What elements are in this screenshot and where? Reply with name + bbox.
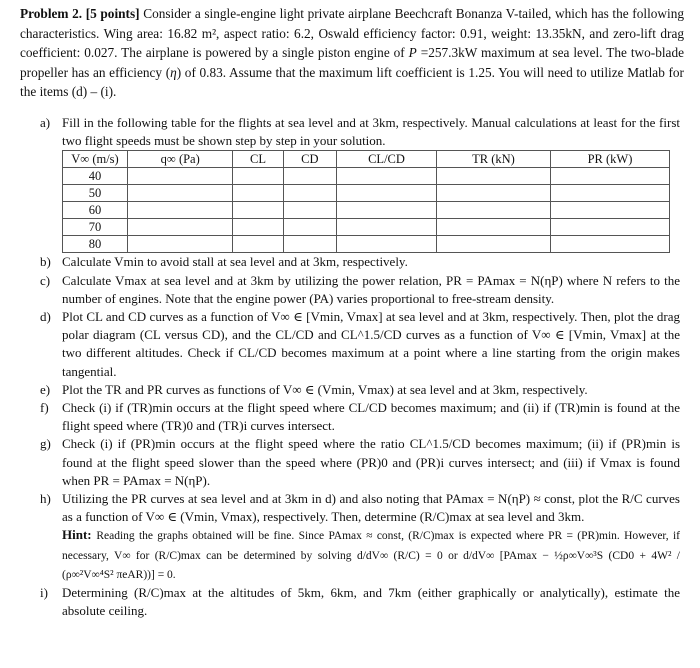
blank-cell[interactable] xyxy=(128,185,233,202)
blank-cell[interactable] xyxy=(128,219,233,236)
part-b xyxy=(40,253,680,271)
part-f xyxy=(40,399,680,435)
flight-table xyxy=(62,150,670,253)
col-header-cl-cd: CL/CD xyxy=(337,151,437,168)
part-b-label: b) xyxy=(40,254,51,270)
intro-text-3: ) of 0.83. Assume that the maximum lift coefficient is 1.25. You will need to utilize Matlab for the items (d) – (i). xyxy=(20,64,684,100)
table-header-row xyxy=(63,151,670,168)
part-f-label: f) xyxy=(40,400,49,416)
blank-cell[interactable] xyxy=(233,236,283,253)
blank-cell[interactable] xyxy=(283,236,336,253)
col-header-cd: CD xyxy=(283,151,336,168)
blank-cell[interactable] xyxy=(436,219,550,236)
part-e xyxy=(40,381,680,399)
blank-cell[interactable] xyxy=(550,219,669,236)
blank-cell[interactable] xyxy=(337,236,437,253)
problem-intro xyxy=(20,4,684,102)
part-h-label: h) xyxy=(40,491,51,507)
blank-cell[interactable] xyxy=(436,202,550,219)
col-header-cl: CL xyxy=(233,151,283,168)
table-row xyxy=(63,202,670,219)
part-h-body xyxy=(62,490,680,584)
col-header-pr: PR (kW) xyxy=(550,151,669,168)
col-header-vinf: V∞ (m/s) xyxy=(63,151,128,168)
hint-text: Reading the graphs obtained will be fine. Since PAmax ≈ const, (R/C)max is expected where PR = (PR)min. However, if necessary, V∞ for (R/C)max can be determined by solving d/dV∞ (R/C) = 0 or d/dV∞ [PAmax − ½ρ∞V∞³S (CD0 + 4W² / (ρ∞²V∞⁴S² πeAR))] = 0. xyxy=(62,530,680,581)
col-header-tr: TR (kN) xyxy=(436,151,550,168)
blank-cell[interactable] xyxy=(337,168,437,185)
hint-label: Hint: xyxy=(62,527,92,543)
speed-cell: 60 xyxy=(63,202,128,219)
part-d-text: Plot CL and CD curves as a function of V∞ ∈ [Vmin, Vmax] at sea level and at 3km, respectively. Then, plot the drag polar diagram (CL versus CD), and the CL/CD and CL^1.5/CD curves as a function of V∞ ∈ [Vmin, Vmax] at the two different altitudes. Check if CL/CD becomes maximum at a point where a line starting from the origin makes tangential. xyxy=(62,309,680,379)
problem-heading: Problem 2. [5 points] xyxy=(20,6,140,21)
part-d xyxy=(40,308,680,381)
part-g-label: g) xyxy=(40,436,51,452)
blank-cell[interactable] xyxy=(128,168,233,185)
blank-cell[interactable] xyxy=(233,202,283,219)
part-a xyxy=(40,114,680,150)
intro-symbol-p: P xyxy=(408,45,417,61)
blank-cell[interactable] xyxy=(337,202,437,219)
speed-cell: 50 xyxy=(63,185,128,202)
blank-cell[interactable] xyxy=(550,185,669,202)
part-a-label: a) xyxy=(40,115,51,130)
blank-cell[interactable] xyxy=(128,202,233,219)
part-d-label: d) xyxy=(40,309,51,325)
part-c xyxy=(40,272,680,308)
blank-cell[interactable] xyxy=(233,168,283,185)
blank-cell[interactable] xyxy=(550,202,669,219)
table-row xyxy=(63,168,670,185)
blank-cell[interactable] xyxy=(283,185,336,202)
part-c-label: c) xyxy=(40,272,51,288)
blank-cell[interactable] xyxy=(436,168,550,185)
blank-cell[interactable] xyxy=(283,202,336,219)
part-i xyxy=(40,584,680,620)
blank-cell[interactable] xyxy=(233,185,283,202)
part-f-text: Check (i) if (TR)min occurs at the flight speed where CL/CD becomes maximum; and (ii) if (TR)min is found at the flight speed where (TR)0 and (TR)i curves intersect. xyxy=(62,400,680,434)
part-a-text: Fill in the following table for the flights at sea level and at 3km, respectively. Manual calculations at least for the first two flight speeds must be shown step by step in your solution. xyxy=(62,115,680,149)
blank-cell[interactable] xyxy=(128,236,233,253)
speed-cell: 40 xyxy=(63,168,128,185)
blank-cell[interactable] xyxy=(283,219,336,236)
blank-cell[interactable] xyxy=(436,236,550,253)
table-row xyxy=(63,185,670,202)
blank-cell[interactable] xyxy=(283,168,336,185)
part-g xyxy=(40,435,680,490)
part-e-text: Plot the TR and PR curves as functions of V∞ ∈ (Vmin, Vmax) at sea level and at 3km, respectively. xyxy=(62,381,588,397)
blank-cell[interactable] xyxy=(233,219,283,236)
intro-text-2: =257.3kW maximum at sea level. The two-blade propeller has an efficiency ( xyxy=(20,45,684,80)
blank-cell[interactable] xyxy=(550,168,669,185)
blank-cell[interactable] xyxy=(436,185,550,202)
part-c-text: Calculate Vmax at sea level and at 3km by utilizing the power relation, PR = PAmax = N(ηP) where N refers to the number of engines. Note that the engine power (PA) varies proportional to free-stream density. xyxy=(62,272,680,306)
speed-cell: 80 xyxy=(63,236,128,253)
intro-text-1: Consider a single-engine light private airplane Beechcraft Bonanza V-tailed, which has the following characteristics. Wing area: 16.82 m², aspect ratio: 6.2, Oswald efficiency factor: 0.91, weight: 13.35kN, and zero-lift drag coefficient: 0.027. The airplane is powered by a single piston engine of xyxy=(20,6,684,61)
part-i-label: i) xyxy=(40,585,48,601)
blank-cell[interactable] xyxy=(337,185,437,202)
intro-symbol-eta: η xyxy=(170,64,177,80)
blank-cell[interactable] xyxy=(337,219,437,236)
part-i-text: Determining (R/C)max at the altitudes of 5km, 6km, and 7km (either graphically or analytically), estimate the absolute ceiling. xyxy=(62,585,680,619)
part-g-text: Check (i) if (PR)min occurs at the flight speed where the ratio CL^1.5/CD becomes maximum; (ii) if (PR)min is found at the flight speed slower than the speed where (PR)0 and (PR)i curves intersect; and (iii) if Vmax is found when PR = PAmax = N(ηP). xyxy=(62,436,680,488)
blank-cell[interactable] xyxy=(550,236,669,253)
part-h-text: Utilizing the PR curves at sea level and at 3km in d) and also noting that PAmax = N(ηP) ≈ const, plot the R/C curves as a function of V∞ ∈ (Vmin, Vmax), respectively. Then, determine (R/C)max at sea level and 3km. xyxy=(62,491,680,525)
col-header-qinf: q∞ (Pa) xyxy=(128,151,233,168)
speed-cell: 70 xyxy=(63,219,128,236)
part-e-label: e) xyxy=(40,381,51,397)
table-row xyxy=(63,219,670,236)
part-b-text: Calculate Vmin to avoid stall at sea level and at 3km, respectively. xyxy=(62,254,408,270)
part-h xyxy=(40,490,680,584)
table-row xyxy=(63,236,670,253)
problem-items xyxy=(40,114,680,620)
